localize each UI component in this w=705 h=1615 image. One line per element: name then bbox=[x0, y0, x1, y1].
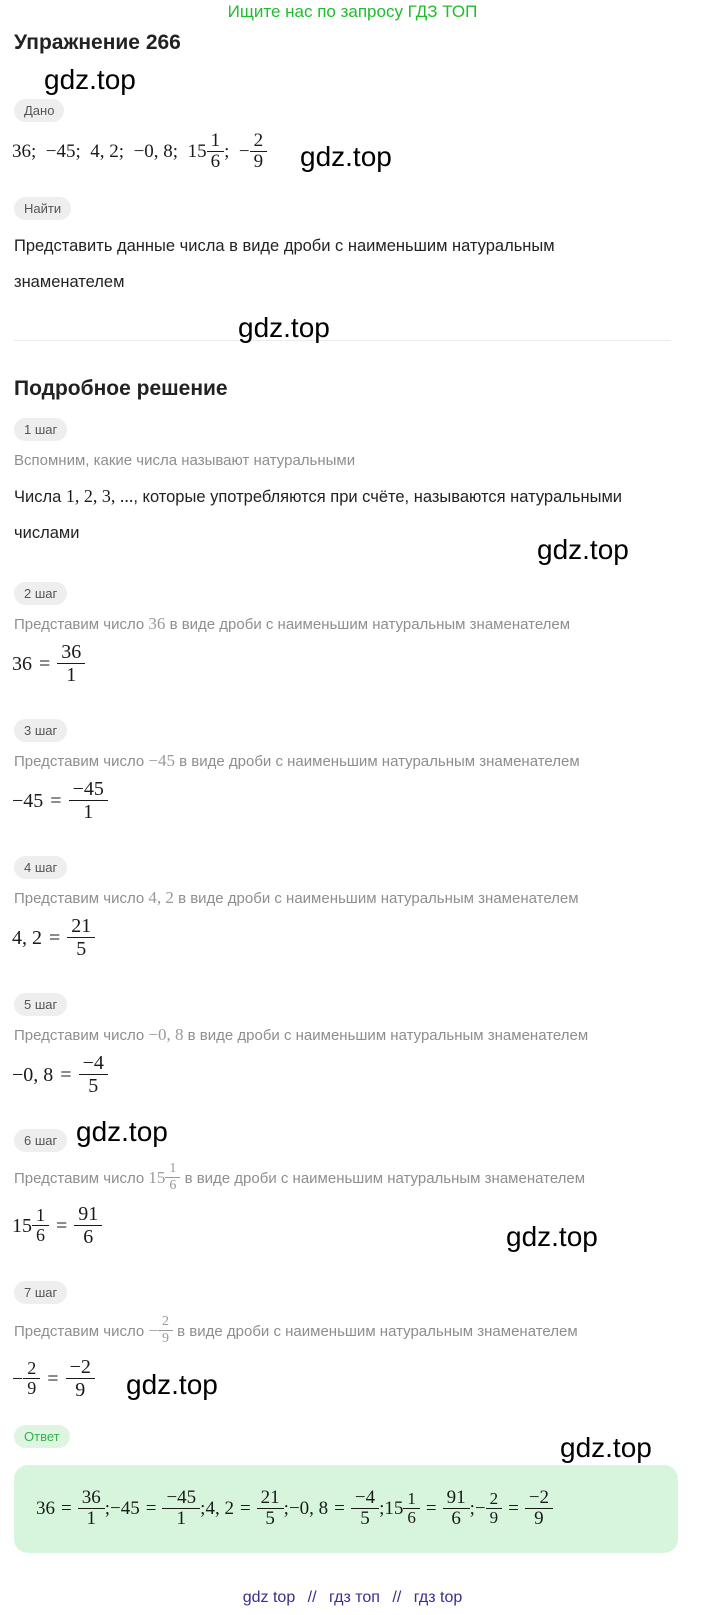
step-equation bbox=[12, 775, 108, 827]
footer-link[interactable]: гдз топ bbox=[329, 1589, 380, 1606]
step-note-intro: Представим число bbox=[14, 753, 145, 770]
equals-sign: = bbox=[145, 1498, 157, 1519]
step-value: 4, 2 bbox=[148, 888, 174, 907]
step-text-math: 1, 2, 3, ... bbox=[65, 486, 134, 506]
step-equation bbox=[12, 1049, 108, 1101]
fraction-numerator: 2 bbox=[489, 1489, 499, 1509]
solution-title: Подробное решение bbox=[14, 377, 228, 400]
step-chip: 6 шаг bbox=[14, 1129, 67, 1152]
answer-chip: Ответ bbox=[14, 1425, 70, 1448]
fraction-denominator: 9 bbox=[23, 1378, 40, 1399]
step-text-end: , которые употребляются при счёте, называются натуральными числами bbox=[14, 488, 623, 542]
equation-lhs: −0, 8 bbox=[12, 1063, 54, 1086]
equation-lhs-whole: 15 bbox=[12, 1214, 32, 1237]
footer-links bbox=[0, 1589, 705, 1607]
fraction-numerator: 91 bbox=[446, 1487, 466, 1509]
step-value-sign: − bbox=[148, 1321, 158, 1340]
step-chip: 3 шаг bbox=[14, 719, 67, 742]
fraction-denominator: 1 bbox=[69, 800, 108, 823]
watermark: gdz.top bbox=[126, 1369, 218, 1400]
step-note-intro: Представим число bbox=[14, 890, 145, 907]
given-chip: Дано bbox=[14, 99, 64, 122]
equation-lhs: 4, 2 bbox=[12, 926, 42, 949]
step-value: −45 bbox=[148, 751, 175, 770]
step-note-suffix: в виде дроби с наименьшим натуральным знаменателем bbox=[178, 890, 579, 907]
fraction-numerator: −4 bbox=[82, 1052, 104, 1074]
watermark: gdz.top bbox=[560, 1432, 652, 1463]
fraction-numerator: −2 bbox=[69, 1356, 91, 1378]
step-equation bbox=[12, 1200, 102, 1252]
step-chip: 4 шаг bbox=[14, 856, 67, 879]
step-note-intro: Представим число bbox=[14, 1169, 145, 1187]
answer-separator: ; bbox=[200, 1498, 206, 1519]
fraction-denominator: 9 bbox=[486, 1508, 503, 1528]
equation-lhs-sign: − bbox=[12, 1367, 24, 1390]
equals-sign: = bbox=[56, 1214, 68, 1237]
answer-separator: ; bbox=[104, 1498, 110, 1519]
watermark: gdz.top bbox=[44, 64, 136, 95]
equals-sign: = bbox=[39, 652, 51, 675]
step-text-start: Числа bbox=[14, 488, 62, 506]
fraction-denominator: 5 bbox=[257, 1508, 284, 1530]
fraction-denominator: 5 bbox=[351, 1508, 379, 1530]
page-title: Упражнение 266 bbox=[14, 31, 181, 54]
fraction-numerator: 91 bbox=[78, 1203, 99, 1225]
find-chip: Найти bbox=[14, 197, 71, 220]
step-chip: 2 шаг bbox=[14, 582, 67, 605]
fraction-denominator: 6 bbox=[32, 1225, 49, 1246]
given-number: 15 bbox=[187, 141, 207, 162]
step-note-suffix: в виде дроби с наименьшим натуральным знаменателем bbox=[184, 1169, 586, 1187]
answer-equation bbox=[36, 1478, 553, 1540]
step-note-intro: Представим число bbox=[14, 1027, 145, 1044]
fraction-numerator: 1 bbox=[36, 1205, 45, 1226]
step-note bbox=[14, 751, 580, 771]
answer-separator: ; bbox=[283, 1498, 289, 1519]
answer-lhs-whole: 15 bbox=[384, 1498, 404, 1519]
answer-separator: ; bbox=[379, 1498, 385, 1519]
footer-separator: // bbox=[307, 1589, 317, 1606]
fraction-denominator: 1 bbox=[162, 1508, 200, 1530]
watermark: gdz.top bbox=[76, 1116, 168, 1147]
step-note-intro: Представим число bbox=[14, 616, 145, 633]
fraction-numerator: 2 bbox=[27, 1358, 37, 1379]
fraction-numerator: 2 bbox=[161, 1314, 169, 1330]
step-note: Вспомним, какие числа называют натуральными bbox=[14, 452, 356, 469]
watermark: gdz.top bbox=[238, 312, 330, 343]
watermark: gdz.top bbox=[506, 1221, 598, 1252]
step-note bbox=[14, 1025, 588, 1045]
fraction-numerator: 36 bbox=[61, 641, 82, 663]
fraction-denominator: 6 bbox=[74, 1225, 102, 1248]
step-value: −0, 8 bbox=[148, 1025, 184, 1044]
fraction-numerator: 1 bbox=[169, 1161, 177, 1177]
equals-sign: = bbox=[239, 1498, 251, 1519]
equals-sign: = bbox=[334, 1498, 345, 1519]
step-value-whole: 15 bbox=[148, 1168, 166, 1187]
equals-sign: = bbox=[60, 1063, 72, 1086]
step-note-suffix: в виде дроби с наименьшим натуральным знаменателем bbox=[187, 1027, 589, 1044]
divider bbox=[14, 340, 671, 341]
given-sign: − bbox=[238, 141, 250, 162]
answer-lhs: −0, 8 bbox=[288, 1498, 329, 1519]
answer-separator: ; bbox=[469, 1498, 475, 1519]
fraction-denominator: 6 bbox=[207, 151, 225, 173]
fraction-denominator: 9 bbox=[158, 1330, 173, 1346]
fraction-numerator: 2 bbox=[253, 130, 264, 152]
equals-sign: = bbox=[49, 926, 61, 949]
fraction-numerator: 1 bbox=[210, 130, 221, 152]
answer-lhs-sign: − bbox=[474, 1498, 486, 1519]
watermark: gdz.top bbox=[300, 141, 392, 172]
fraction-numerator: 21 bbox=[260, 1487, 280, 1509]
footer-link[interactable]: гдз top bbox=[413, 1589, 463, 1606]
given-number: −45 bbox=[45, 141, 76, 162]
fraction-numerator: 36 bbox=[81, 1487, 101, 1509]
equals-sign: = bbox=[47, 1367, 59, 1390]
fraction-numerator: −45 bbox=[72, 778, 104, 800]
given-number: −0, 8 bbox=[133, 141, 173, 162]
step-note bbox=[14, 614, 570, 634]
footer-separator: // bbox=[392, 1589, 402, 1606]
fraction-denominator: 6 bbox=[443, 1508, 470, 1530]
step-note-suffix: в виде дроби с наименьшим натуральным знаменателем bbox=[179, 753, 580, 770]
answer-lhs: 36 bbox=[36, 1498, 55, 1519]
find-text: Представить данные числа в виде дроби с наименьшим натуральным знаменателем bbox=[14, 237, 555, 291]
step-chip: 7 шаг bbox=[14, 1281, 67, 1304]
given-number: 4, 2 bbox=[90, 141, 119, 162]
fraction-denominator: 9 bbox=[66, 1378, 95, 1401]
step-note bbox=[14, 1156, 585, 1200]
step-note-suffix: в виде дроби с наименьшим натуральным знаменателем bbox=[177, 1322, 578, 1340]
fraction-denominator: 6 bbox=[165, 1177, 180, 1193]
step-chip: 5 шаг bbox=[14, 993, 67, 1016]
step-note bbox=[14, 888, 579, 908]
fraction-numerator: −2 bbox=[528, 1487, 550, 1509]
equals-sign: = bbox=[61, 1498, 72, 1519]
step-equation bbox=[12, 1353, 95, 1405]
fraction-numerator: 21 bbox=[71, 915, 92, 937]
equals-sign: = bbox=[425, 1498, 437, 1519]
step-value: 36 bbox=[148, 614, 166, 633]
fraction-denominator: 1 bbox=[57, 663, 85, 686]
answer-lhs: −45 bbox=[110, 1498, 140, 1519]
equation-lhs: 36 bbox=[12, 652, 32, 675]
answer-lhs: 4, 2 bbox=[205, 1498, 234, 1519]
top-search-link[interactable]: Ищите нас по запросу ГДЗ ТОП bbox=[227, 2, 478, 21]
fraction-denominator: 6 bbox=[403, 1508, 420, 1528]
given-number: 36 bbox=[12, 141, 31, 162]
given-numbers: 36 ; −45 ; 4, 2 ; −0, 8 ; 15 $\frac{1}{6}$ ; − $\frac{2}{9}$ bbox=[12, 128, 267, 176]
fraction-numerator: −45 bbox=[166, 1487, 197, 1509]
step-note bbox=[14, 1309, 578, 1353]
fraction-numerator: −4 bbox=[354, 1487, 376, 1509]
equation-lhs: −45 bbox=[12, 789, 44, 812]
step-note-intro: Представим число bbox=[14, 1322, 145, 1340]
fraction-numerator: 1 bbox=[407, 1489, 416, 1509]
equals-sign: = bbox=[508, 1498, 519, 1519]
watermark: gdz.top bbox=[537, 534, 629, 565]
fraction-denominator: 1 bbox=[78, 1508, 105, 1530]
fraction-denominator: 9 bbox=[250, 151, 268, 173]
step-note-suffix: в виде дроби с наименьшим натуральным знаменателем bbox=[169, 616, 571, 633]
fraction-denominator: 9 bbox=[525, 1508, 553, 1530]
step-equation bbox=[12, 638, 85, 690]
fraction-denominator: 5 bbox=[67, 937, 95, 960]
step-chip: 1 шаг bbox=[14, 418, 67, 441]
footer-link[interactable]: gdz top bbox=[242, 1589, 296, 1606]
step-equation bbox=[12, 912, 95, 964]
equals-sign: = bbox=[50, 789, 62, 812]
fraction-denominator: 5 bbox=[79, 1074, 108, 1097]
